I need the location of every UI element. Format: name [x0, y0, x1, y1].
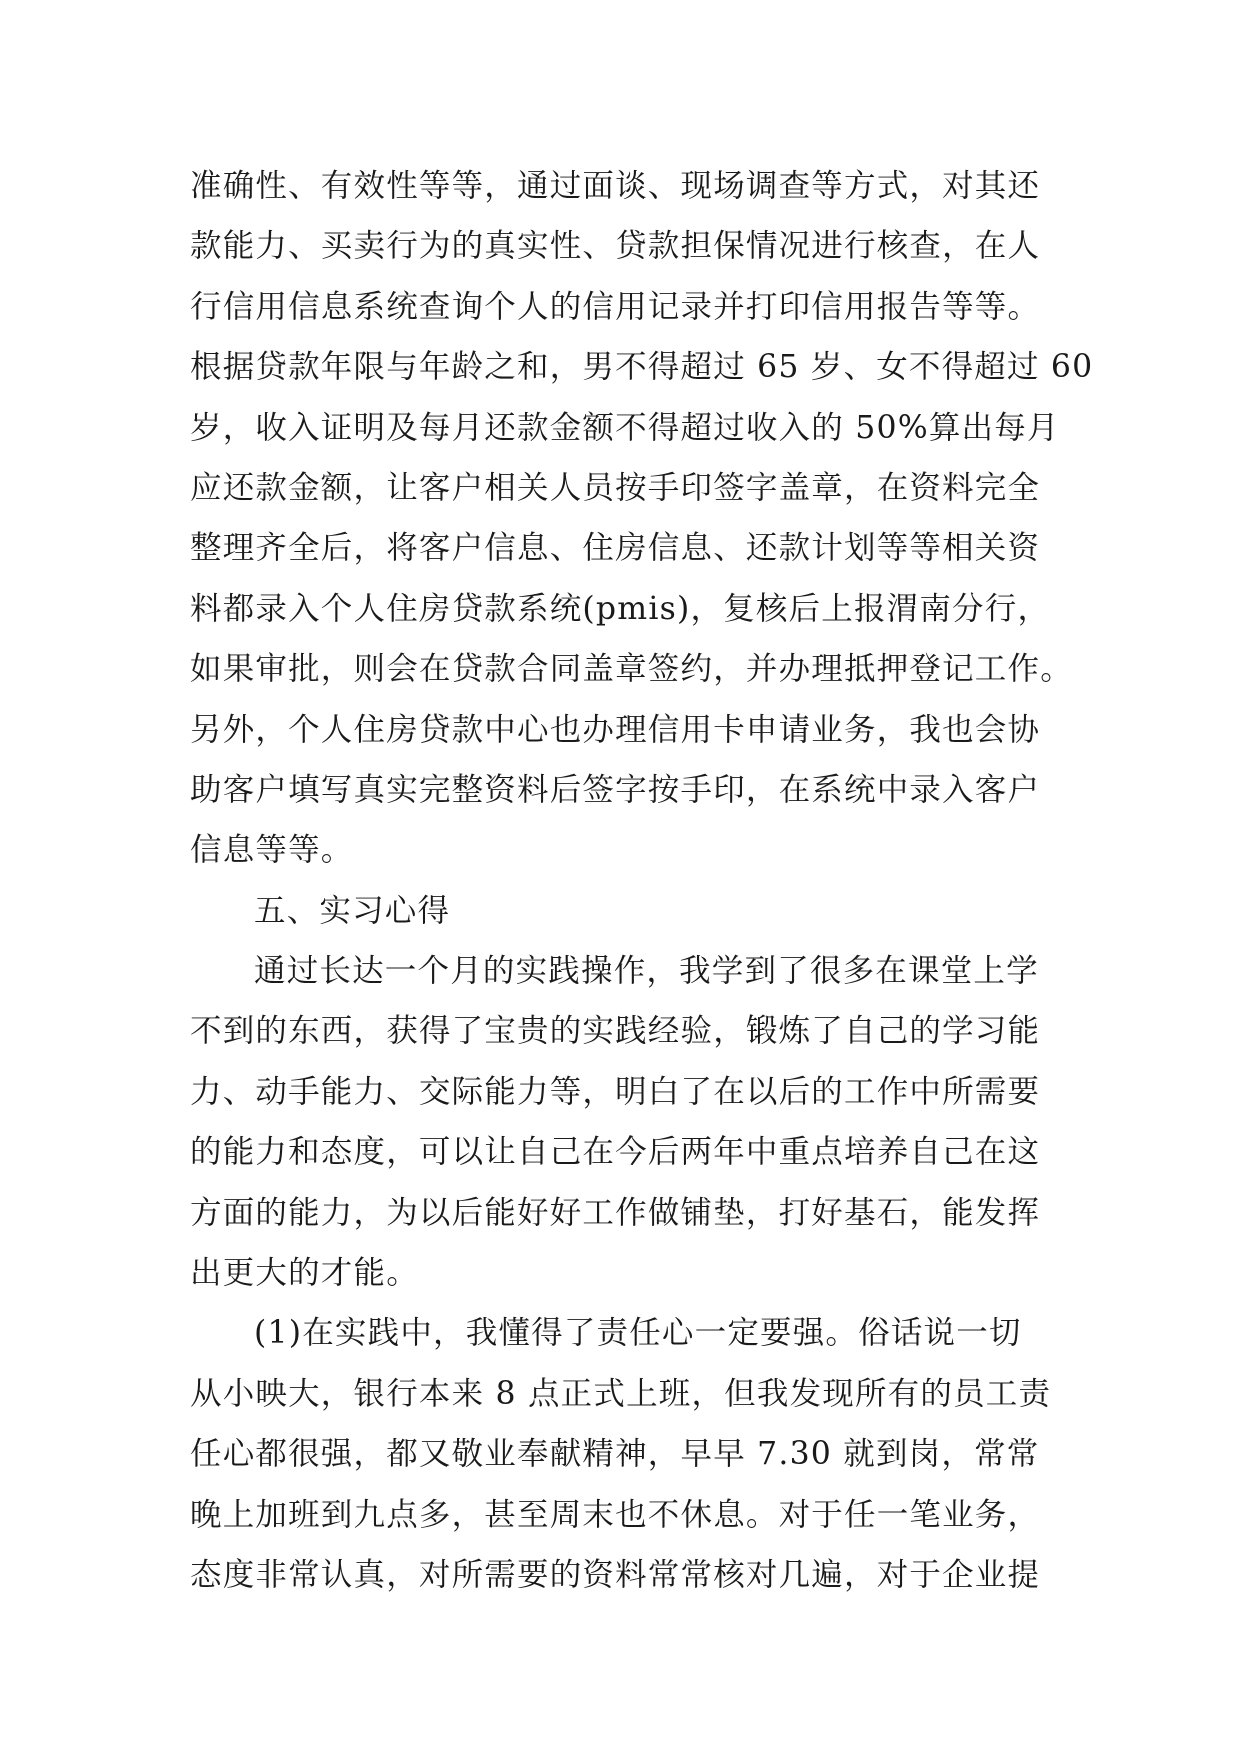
text-line: (1)在实践中，我懂得了责任心一定要强。俗话说一切 — [254, 1315, 1022, 1352]
text-line: 出更大的才能。 — [190, 1255, 419, 1292]
text-line: 岁，收入证明及每月还款金额不得超过收入的 50%算出每月 — [190, 409, 1060, 446]
text-line: 行信用信息系统查询个人的信用记录并打印信用报告等等。 — [190, 288, 1041, 325]
text-line: 款能力、买卖行为的真实性、贷款担保情况进行核查，在人 — [190, 228, 1041, 265]
text-line: 的能力和态度，可以让自己在今后两年中重点培养自己在这 — [190, 1134, 1041, 1171]
text-line: 如果审批，则会在贷款合同盖章签约，并办理抵押登记工作。 — [190, 651, 1073, 688]
text-line: 从小映大，银行本来 8 点正式上班，但我发现所有的员工责 — [190, 1375, 1052, 1412]
document-body — [190, 156, 1094, 1605]
text-line: 准确性、有效性等等，通过面谈、现场调查等方式，对其还 — [190, 168, 1041, 204]
text-line: 另外，个人住房贷款中心也办理信用卡申请业务，我也会协 — [190, 711, 1041, 748]
text-line: 整理齐全后，将客户信息、住房信息、还款计划等等相关资 — [190, 530, 1041, 567]
text-line: 信息等等。 — [190, 832, 354, 869]
text-line: 应还款金额，让客户相关人员按手印签字盖章，在资料完全 — [190, 469, 1041, 506]
text-line: 态度非常认真，对所需要的资料常常核对几遍，对于企业提 — [190, 1556, 1041, 1593]
text-line: 通过长达一个月的实践操作，我学到了很多在课堂上学 — [254, 953, 1039, 990]
section-heading: 五、实习心得 — [254, 892, 451, 929]
text-line: 方面的能力，为以后能好好工作做铺垫，打好基石，能发挥 — [190, 1194, 1041, 1231]
text-line: 料都录入个人住房贷款系统(pmis)，复核后上报渭南分行， — [190, 590, 1051, 627]
text-line: 任心都很强，都又敬业奉献精神，早早 7.30 就到岗，常常 — [190, 1436, 1040, 1473]
text-line: 力、动手能力、交际能力等，明白了在以后的工作中所需要 — [190, 1073, 1041, 1110]
text-line: 不到的东西，获得了宝贵的实践经验，锻炼了自己的学习能 — [190, 1013, 1041, 1050]
text-line: 助客户填写真实完整资料后签字按手印，在系统中录入客户 — [190, 771, 1041, 808]
text-line: 晚上加班到九点多，甚至周末也不休息。对于任一笔业务， — [190, 1496, 1041, 1533]
text-line: 根据贷款年限与年龄之和，男不得超过 65 岁、女不得超过 60 — [190, 349, 1094, 386]
